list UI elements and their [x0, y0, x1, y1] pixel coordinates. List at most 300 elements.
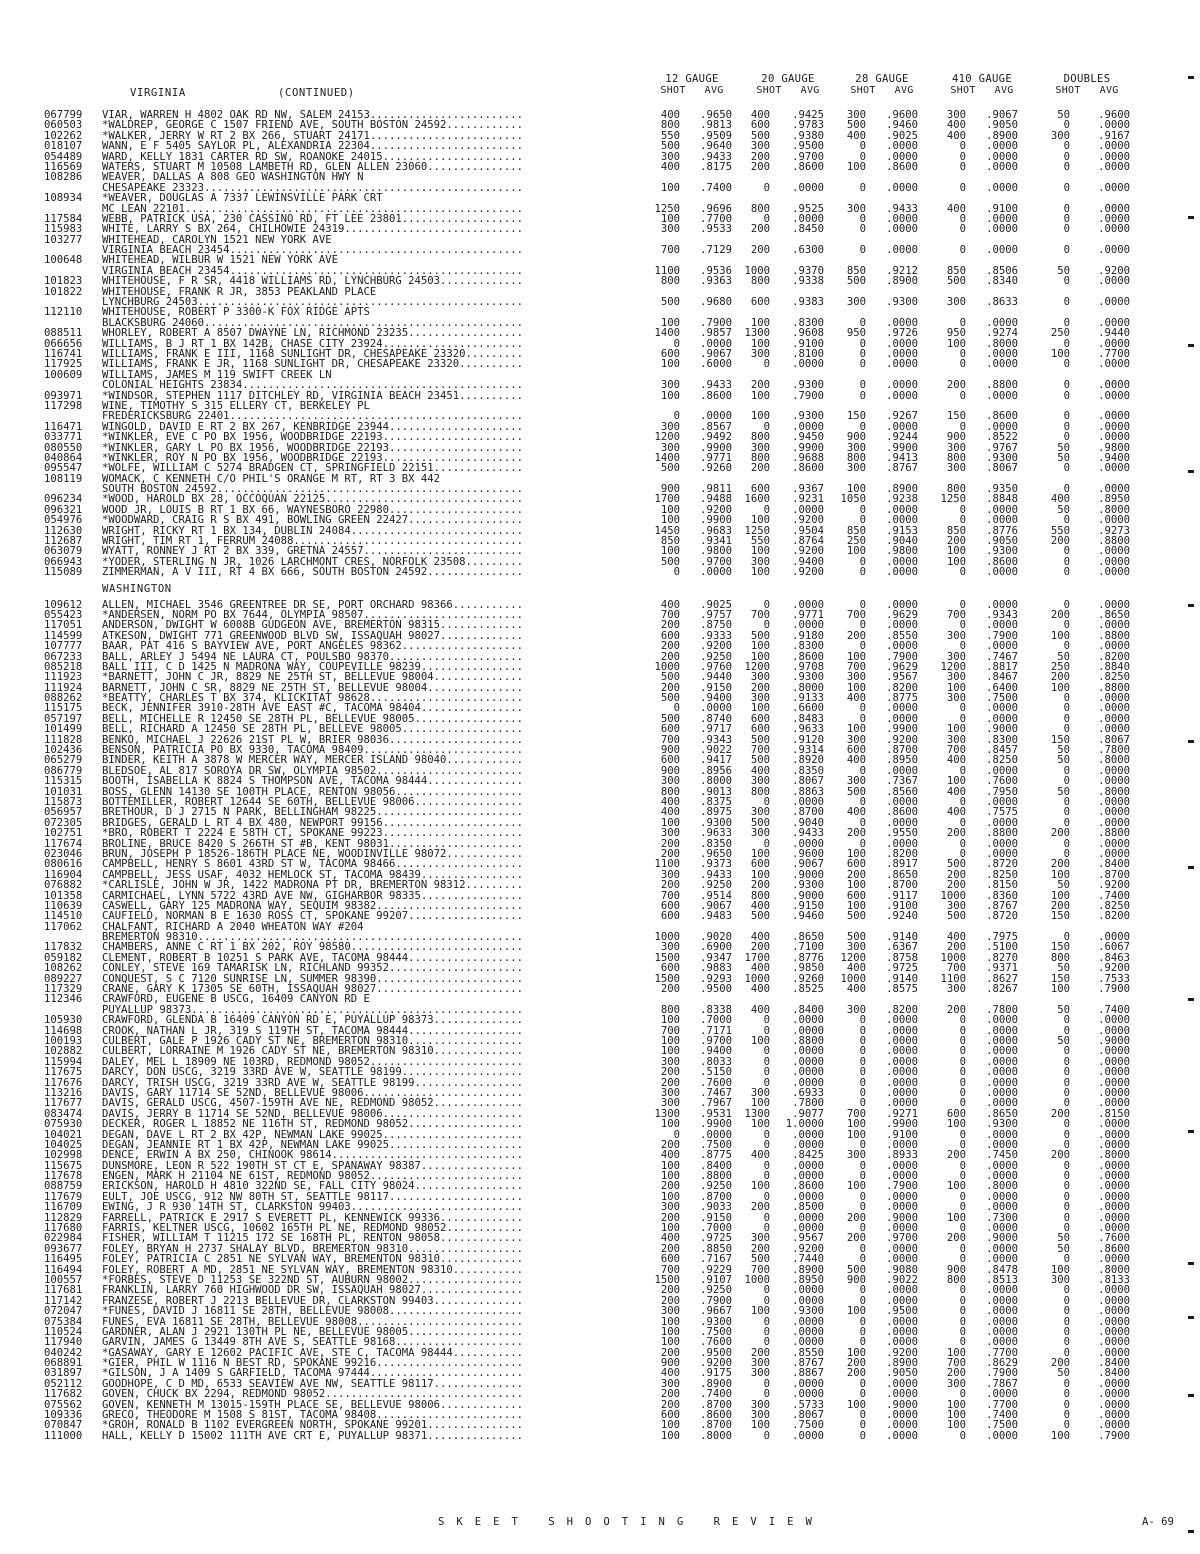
member-entry: DALEY, MEL L 18909 NE 103RD, REDMOND 98052........................: [102, 1056, 523, 1068]
member-id: 117677: [44, 1097, 83, 1110]
gauge-12-shot: 100: [660, 212, 680, 225]
gauge-20-shot: 200: [750, 160, 770, 173]
gauge-12-avg: .9500: [700, 1346, 732, 1359]
gauge-12-avg: .9771: [700, 451, 732, 464]
member-id: 117329: [44, 983, 83, 996]
gauge-28-shot: 0: [859, 1076, 866, 1089]
gauge-20-avg: .0000: [792, 1284, 824, 1297]
gauge-410-shot: 0: [959, 1294, 966, 1307]
gauge-410-avg: .9350: [986, 483, 1018, 496]
gauge-410-shot: 0: [959, 598, 966, 611]
doubles-shot: 0: [1063, 150, 1070, 163]
gauge-12-shot: 200: [660, 640, 680, 653]
doubles-avg: .0000: [1098, 389, 1130, 402]
gauge-12-shot: 400: [660, 806, 680, 819]
doubles-shot: 50: [1057, 451, 1070, 464]
table-row: [0, 922, 1200, 932]
gauge-20-avg: .9370: [792, 264, 824, 277]
gauge-410-shot: 0: [959, 1066, 966, 1079]
table-row: [0, 828, 1200, 838]
doubles-shot: 150: [1050, 910, 1070, 923]
gauge-28-avg: .0000: [886, 712, 918, 725]
doubles-avg: .0000: [1098, 1066, 1130, 1079]
member-entry: MC LEAN 22101.....................................................: [102, 203, 523, 214]
gauge-410-avg: .0000: [986, 1325, 1018, 1338]
gauge-28-avg: .9726: [886, 327, 918, 340]
gauge-20-shot: 100: [750, 316, 770, 329]
gauge-12-shot: 300: [660, 420, 680, 433]
gauge-12-avg: .7700: [700, 212, 732, 225]
gauge-20-avg: .9771: [792, 608, 824, 621]
member-entry: *GROH, RONALD B 1102 EVERGREEN NORTH, SPOKANE 99201...............: [102, 1420, 523, 1431]
table-row: [0, 755, 1200, 765]
gauge-20-avg: .9260: [792, 972, 824, 985]
gauge-28-avg: .0000: [886, 598, 918, 611]
table-row: [0, 526, 1200, 536]
doubles-avg: .9440: [1098, 327, 1130, 340]
gauge-410-avg: .0000: [986, 1014, 1018, 1027]
member-id: 115315: [44, 775, 83, 788]
gauge-28-avg: .0000: [886, 1076, 918, 1089]
gauge-410-shot: 700: [946, 744, 966, 757]
gauge-28-shot: 100: [846, 879, 866, 892]
table-row: [0, 641, 1200, 651]
gauge-12-avg: .9150: [700, 1211, 732, 1224]
doubles-avg: .0000: [1098, 181, 1130, 194]
doubles-shot: 50: [1057, 1003, 1070, 1016]
gauge-12-avg: .9175: [700, 1367, 732, 1380]
edge-mark: [1188, 1394, 1194, 1397]
gauge-12-shot: 200: [660, 1180, 680, 1193]
gauge-12-shot: 900: [660, 744, 680, 757]
leader-dots: .......................: [376, 900, 523, 912]
member-id: 100609: [44, 368, 83, 381]
edge-mark: [1188, 216, 1194, 219]
gauge-12-avg: .8800: [700, 1170, 732, 1183]
member-entry: GRECO, THEODORE M 1508 S 81ST, TACOMA 98408.......................: [102, 1410, 523, 1421]
doubles-avg: .0000: [1098, 545, 1130, 558]
gauge-20-avg: .8300: [792, 640, 824, 653]
doubles-avg: .9000: [1098, 1034, 1130, 1047]
gauge-410-shot: 500: [946, 910, 966, 923]
group-title: 410 GAUGE: [951, 73, 1013, 85]
gauge-28-shot: 0: [859, 140, 866, 153]
doubles-avg: .8000: [1098, 1263, 1130, 1276]
doubles-avg: .0000: [1098, 1284, 1130, 1297]
gauge-12-avg: .9067: [700, 347, 732, 360]
gauge-410-shot: 0: [959, 837, 966, 850]
doubles-shot: 250: [1050, 327, 1070, 340]
gauge-410-shot: 400: [946, 754, 966, 767]
member-entry: BLACKSBURG 24060..................................................: [102, 317, 523, 329]
doubles-shot: 100: [1050, 889, 1070, 902]
member-id: 117682: [44, 1388, 83, 1401]
doubles-avg: .9273: [1098, 524, 1130, 537]
member-id: 101499: [44, 723, 83, 736]
gauge-28-shot: 0: [859, 1409, 866, 1422]
gauge-410-avg: .8267: [986, 983, 1018, 996]
member-id: 067799: [44, 109, 83, 121]
leader-dots: ..................: [408, 911, 523, 922]
gauge-20-shot: 300: [750, 555, 770, 568]
doubles-shot: 100: [1050, 681, 1070, 694]
gauge-20-shot: 200: [750, 1346, 770, 1359]
gauge-20-avg: .9688: [792, 451, 824, 464]
gauge-12-avg: .7900: [700, 316, 732, 329]
gauge-410-shot: 500: [946, 275, 966, 288]
member-entry: BLEDSOE, AL 817 SOROYA DR SW, OLYMPIA 98502.......................: [102, 765, 523, 777]
member-id: 117681: [44, 1284, 83, 1297]
gauge-20-shot: 1200: [744, 660, 770, 673]
gauge-410-shot: 100: [946, 1346, 966, 1359]
gauge-410-avg: .8767: [986, 899, 1018, 912]
gauge-410-shot: 200: [946, 535, 966, 548]
gauge-410-shot: 300: [946, 462, 966, 475]
doubles-shot: 0: [1063, 1346, 1070, 1359]
member-id: 109612: [44, 598, 83, 611]
gauge-410-avg: .8467: [986, 671, 1018, 684]
gauge-28-avg: .9100: [886, 899, 918, 912]
gauge-20-shot: 300: [750, 1086, 770, 1099]
gauge-12-shot: 200: [660, 1346, 680, 1359]
member-entry: BROLINE, BRUCE 8420 S 266TH ST #B, KENT 98031.....................: [102, 838, 523, 849]
gauge-20-shot: 1600: [744, 493, 770, 506]
doubles-avg: .7400: [1098, 889, 1130, 902]
gauge-28-avg: .9140: [886, 972, 918, 985]
doubles-shot: 0: [1063, 181, 1070, 194]
table-row: [0, 672, 1200, 682]
gauge-410-shot: 100: [946, 681, 966, 694]
doubles-avg: .0000: [1098, 1180, 1130, 1193]
gauge-28-shot: 100: [846, 160, 866, 173]
gauge-410-avg: .0000: [986, 514, 1018, 527]
gauge-28-shot: 100: [846, 1180, 866, 1193]
gauge-12-avg: .7900: [700, 1294, 732, 1307]
gauge-410-shot: 200: [946, 868, 966, 881]
gauge-12-shot: 1500: [654, 951, 680, 964]
gauge-20-avg: .9567: [792, 1232, 824, 1245]
doubles-shot: 0: [1063, 796, 1070, 808]
leader-dots: .........................: [363, 745, 523, 756]
gauge-12-avg: .7600: [700, 1336, 732, 1349]
doubles-avg: .8800: [1098, 535, 1130, 548]
gauge-28-avg: .9022: [886, 1273, 918, 1286]
gauge-12-avg: .9067: [700, 899, 732, 912]
gauge-12-avg: .9250: [700, 1284, 732, 1297]
gauge-410-avg: .0000: [986, 1076, 1018, 1089]
member-entry: CAUFIELD, NORMAN B E 1630 ROSS CT, SPOKANE 99207..................: [102, 911, 523, 922]
doubles-avg: .0000: [1098, 1045, 1130, 1058]
gauge-410-shot: 900: [946, 1263, 966, 1276]
gauge-28-shot: 500: [846, 275, 866, 288]
gauge-410-avg: .0000: [986, 1097, 1018, 1110]
doubles-shot: 0: [1063, 431, 1070, 444]
doubles-avg: .8000: [1098, 1149, 1130, 1162]
gauge-20-shot: 300: [750, 1357, 770, 1370]
gauge-20-avg: .0000: [792, 1014, 824, 1027]
doubles-avg: .0000: [1098, 1024, 1130, 1037]
doubles-avg: .8800: [1098, 629, 1130, 642]
table-row: [0, 307, 1200, 317]
gauge-410-shot: 0: [959, 140, 966, 153]
gauge-28-shot: 0: [859, 1014, 866, 1027]
member-id: 117584: [44, 212, 83, 225]
gauge-12-shot: 0: [673, 410, 680, 423]
gauge-20-avg: .9200: [792, 1242, 824, 1255]
gauge-28-avg: .0000: [886, 223, 918, 236]
member-entry: CHAMBERS, ANNE C RT 1 BX 202, ROY 98580...........................: [102, 942, 523, 953]
gauge-20-avg: .8650: [792, 931, 824, 944]
table-row: [0, 370, 1200, 380]
gauge-20-avg: .0000: [792, 1159, 824, 1172]
member-entry: FOLEY, PATRICIA C 2851 NE SYLVAN WAY, BREMENTON 98310.............: [102, 1254, 523, 1265]
doubles-shot: 200: [1050, 608, 1070, 621]
gauge-410-shot: 700: [946, 962, 966, 975]
gauge-28-avg: .9567: [886, 671, 918, 684]
gauge-20-avg: .9500: [792, 140, 824, 153]
leader-dots: ....................: [395, 1337, 523, 1348]
doubles-shot: 0: [1063, 1336, 1070, 1349]
leader-dots: ..........: [459, 359, 523, 370]
gauge-20-avg: .6933: [792, 1086, 824, 1099]
gauge-12-avg: .9700: [700, 1034, 732, 1047]
member-entry: BELL, RICHARD A 12450 SE 28TH PL, BELLEVE 98005...................: [102, 724, 523, 735]
table-row: [0, 1254, 1200, 1264]
gauge-410-shot: 0: [959, 847, 966, 860]
gauge-28-shot: 200: [846, 1232, 866, 1245]
gauge-28-avg: .9240: [886, 910, 918, 923]
gauge-20-avg: .0000: [792, 358, 824, 371]
doubles-avg: .8400: [1098, 858, 1130, 871]
gauge-410-avg: .0000: [986, 1190, 1018, 1203]
member-id: 085218: [44, 660, 83, 673]
doubles-shot: 50: [1057, 785, 1070, 798]
table-row: [0, 714, 1200, 724]
gauge-12-shot: 1000: [654, 660, 680, 673]
doubles-avg: .0000: [1098, 1170, 1130, 1183]
gauge-12-avg: .8700: [700, 1190, 732, 1203]
table-row: [0, 1078, 1200, 1088]
gauge-410-shot: 0: [959, 1190, 966, 1203]
member-entry: EULT, JOE USCG, 912 NW 80TH ST, SEATTLE 98117.....................: [102, 1191, 523, 1203]
table-row: [0, 891, 1200, 901]
table-row: [0, 1005, 1200, 1015]
doubles-avg: .7533: [1098, 972, 1130, 985]
gauge-12-shot: 100: [660, 1014, 680, 1027]
gauge-20-shot: 300: [750, 1398, 770, 1411]
gauge-12-avg: .9650: [700, 109, 732, 121]
leader-dots: .....................: [389, 1191, 523, 1203]
leader-dots: .................: [414, 1077, 523, 1088]
gauge-410-avg: .8457: [986, 744, 1018, 757]
doubles-shot: 800: [1050, 951, 1070, 964]
doubles-shot: 50: [1057, 109, 1070, 121]
gauge-410-shot: 0: [959, 1014, 966, 1027]
doubles-shot: 200: [1050, 827, 1070, 840]
member-entry: BALL, ARLEY J 5494 NE LAURA CT, POULSBO 98370.....................: [102, 651, 523, 662]
leader-dots: ..................: [408, 1119, 523, 1130]
member-entry: WILLIAMS, FRANK E JR, 1168 SUNLIGHT DR, CHESAPEAKE 23320..........: [102, 359, 523, 370]
doubles-shot: 0: [1063, 1284, 1070, 1297]
gauge-28-avg: .0000: [886, 702, 918, 715]
member-entry: *BRO, ROBERT T 2224 E 58TH CT, SPOKANE 99223......................: [102, 828, 523, 839]
gauge-20-avg: .0000: [792, 1336, 824, 1349]
gauge-20-shot: 500: [750, 754, 770, 767]
doubles-avg: .0000: [1098, 816, 1130, 829]
leader-dots: ..................: [408, 952, 523, 964]
gauge-410-shot: 100: [946, 555, 966, 568]
gauge-28-avg: .8950: [886, 754, 918, 767]
leader-dots: ......................: [382, 452, 523, 464]
table-row: [0, 942, 1200, 952]
doubles-avg: .0000: [1098, 806, 1130, 819]
gauge-28-avg: .0000: [886, 816, 918, 829]
gauge-12-shot: 800: [660, 275, 680, 288]
leader-dots: ..............................................: [229, 411, 523, 422]
gauge-28-avg: .9200: [886, 733, 918, 746]
member-id: 052112: [44, 1377, 83, 1390]
gauge-410-shot: 0: [959, 1222, 966, 1235]
doubles-shot: 0: [1063, 296, 1070, 309]
doubles-shot: 0: [1063, 1097, 1070, 1110]
member-entry: DAVIS, JERRY B 11714 SE 52ND, BELLEVUE 98006......................: [102, 1108, 523, 1120]
member-id: 080550: [44, 441, 83, 454]
gauge-12-avg: .9200: [700, 640, 732, 653]
gauge-12-avg: .0000: [700, 337, 732, 350]
gauge-28-shot: 0: [859, 1138, 866, 1151]
gauge-28-avg: .7900: [886, 1180, 918, 1193]
doubles-shot: 0: [1063, 555, 1070, 568]
gauge-410-avg: .8817: [986, 660, 1018, 673]
gauge-12-shot: 300: [660, 868, 680, 881]
table-row: [0, 546, 1200, 556]
gauge-410-shot: 900: [946, 431, 966, 444]
gauge-410-shot: 0: [959, 712, 966, 725]
member-id: 040864: [44, 451, 83, 464]
gauge-410-avg: .0000: [986, 847, 1018, 860]
gauge-28-avg: .9100: [886, 1128, 918, 1141]
doubles-avg: .0000: [1098, 712, 1130, 725]
table-row: [0, 193, 1200, 203]
table-row: [0, 443, 1200, 453]
member-entry: HALL, KELLY D 15002 111TH AVE CRT E, PUYALLUP 98371...............: [102, 1430, 523, 1442]
gauge-12-shot: 700: [660, 733, 680, 746]
member-entry: FOLEY, BRYAN H 2737 SHALAY BLVD, BREMERTON 98310..................: [102, 1243, 523, 1255]
gauge-28-shot: 600: [846, 744, 866, 757]
gauge-12-avg: .9533: [700, 223, 732, 236]
gauge-20-avg: .9367: [792, 483, 824, 496]
gauge-12-shot: 300: [660, 379, 680, 392]
gauge-12-avg: .9107: [700, 1273, 732, 1286]
doubles-shot: 0: [1063, 566, 1070, 579]
gauge-410-avg: .9067: [986, 109, 1018, 121]
gauge-410-shot: 200: [946, 941, 966, 954]
table-row: [0, 797, 1200, 807]
gauge-12-shot: 600: [660, 910, 680, 923]
leader-dots: .............: [440, 630, 523, 642]
doubles-shot: 0: [1063, 712, 1070, 725]
doubles-avg: .0000: [1098, 150, 1130, 163]
gauge-12-shot: 1100: [654, 264, 680, 277]
gauge-20-shot: 700: [750, 608, 770, 621]
gauge-410-avg: .8506: [986, 264, 1018, 277]
gauge-28-shot: 0: [859, 1190, 866, 1203]
gauge-20-avg: .8483: [792, 712, 824, 725]
gauge-12-shot: 300: [660, 1097, 680, 1110]
member-entry: BELL, MICHELLE R 12450 SE 28TH PL, BELLEVUE 98005.................: [102, 713, 523, 725]
table-row: [0, 724, 1200, 734]
leader-dots: .............: [440, 276, 523, 287]
gauge-410-shot: 200: [946, 1367, 966, 1380]
member-id: 117940: [44, 1336, 83, 1349]
gauge-28-shot: 850: [846, 524, 866, 537]
gauge-20-avg: .9425: [792, 109, 824, 121]
member-entry: *ANDERSEN, NORM PO BX 7644, OLYMPIA 98507.........................: [102, 609, 523, 621]
gauge-20-shot: 300: [750, 806, 770, 819]
table-row: [0, 620, 1200, 630]
gauge-28-avg: .9629: [886, 608, 918, 621]
gauge-28-avg: .9117: [886, 889, 918, 902]
member-entry: DARCY, TRISH USCG, 3219 33RD AVE W, SEATTLE 98199.................: [102, 1077, 523, 1088]
doubles-shot: 0: [1063, 410, 1070, 423]
doubles-shot: 0: [1063, 1076, 1070, 1089]
gauge-410-shot: 0: [959, 796, 966, 808]
doubles-avg: .0000: [1098, 462, 1130, 475]
gauge-28-avg: .0000: [886, 514, 918, 527]
gauge-20-avg: .0000: [792, 1315, 824, 1328]
doubles-shot: 0: [1063, 837, 1070, 850]
doubles-shot: 0: [1063, 1055, 1070, 1068]
gauge-20-shot: 700: [750, 1263, 770, 1276]
member-entry: GOVEN, KENNETH M 13015-159TH PLACE SE, BELLEVUE 98006.............: [102, 1399, 523, 1411]
member-entry: CULBERT, GALE P 1926 CADY ST NE, BREMERTON 98310..................: [102, 1035, 523, 1047]
gauge-28-avg: .8775: [886, 692, 918, 705]
doubles-avg: .9600: [1098, 109, 1130, 121]
gauge-410-avg: .0000: [986, 1066, 1018, 1079]
gauge-20-shot: 400: [750, 109, 770, 121]
gauge-28-avg: .9700: [886, 1232, 918, 1245]
gauge-12-shot: 600: [660, 347, 680, 360]
gauge-20-avg: .0000: [792, 1429, 824, 1442]
gauge-20-shot: 0: [763, 1159, 770, 1172]
member-entry: DECKER, ROGER L 18852 NE 116TH ST, REDMOND 98052..................: [102, 1119, 523, 1130]
gauge-12-shot: 100: [660, 545, 680, 558]
continued-label: (CONTINUED): [278, 87, 355, 99]
member-entry: FARRELL, PATRICK E 2917 S EVERETT PL, KENNEWICK 99336.............: [102, 1212, 523, 1224]
gauge-20-shot: 500: [750, 129, 770, 142]
gauge-20-shot: 1300: [744, 1107, 770, 1120]
gauge-20-avg: .7900: [792, 389, 824, 402]
gauge-12-avg: .9725: [700, 1232, 732, 1245]
gauge-12-shot: 800: [660, 119, 680, 132]
gauge-20-avg: .8600: [792, 160, 824, 173]
gauge-28-avg: .0000: [886, 244, 918, 257]
doubles-avg: .0000: [1098, 619, 1130, 632]
gauge-12-shot: 200: [660, 879, 680, 892]
gauge-12-shot: 100: [660, 1336, 680, 1349]
member-entry: BECK, JENNIFER 3910-28TH AVE EAST #C, TACOMA 98404................: [102, 703, 523, 714]
gauge-410-avg: .8360: [986, 889, 1018, 902]
gauge-12-shot: 1500: [654, 972, 680, 985]
gauge-20-avg: .8600: [792, 462, 824, 475]
gauge-28-shot: 0: [859, 223, 866, 236]
member-id: 055423: [44, 608, 83, 621]
gauge-12-shot: 400: [660, 1149, 680, 1162]
doubles-shot: 0: [1063, 1409, 1070, 1422]
leader-dots: ..................: [408, 1326, 523, 1338]
gauge-28-avg: .0000: [886, 1086, 918, 1099]
gauge-410-shot: 0: [959, 514, 966, 527]
